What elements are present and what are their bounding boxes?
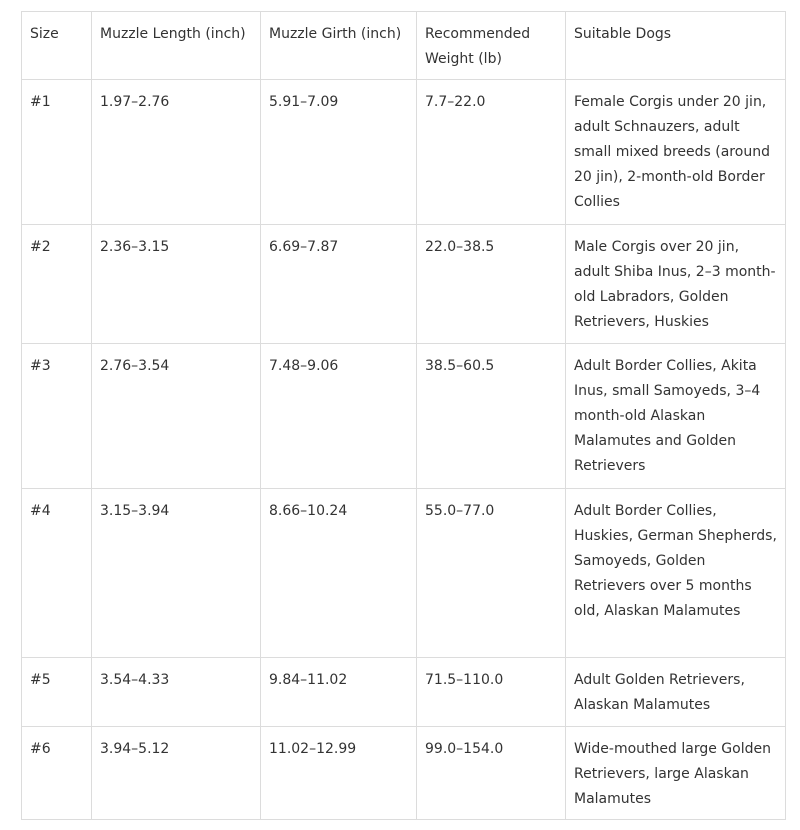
header-suitable-dogs: Suitable Dogs xyxy=(566,12,786,80)
cell-muzzle-girth: 5.91–7.09 xyxy=(261,80,417,225)
cell-suitable-dogs: Female Corgis under 20 jin, adult Schnauzers, adult small mixed breeds (around 20 jin), 2-month-old Border Collies xyxy=(566,80,786,225)
cell-recommended-weight: 22.0–38.5 xyxy=(417,225,566,344)
table-row xyxy=(22,225,786,344)
cell-muzzle-girth: 7.48–9.06 xyxy=(261,344,417,489)
cell-recommended-weight: 38.5–60.5 xyxy=(417,344,566,489)
table-row xyxy=(22,727,786,820)
header-muzzle-length: Muzzle Length (inch) xyxy=(92,12,261,80)
cell-suitable-dogs: Adult Border Collies, Akita Inus, small Samoyeds, 3–4 month-old Alaskan Malamutes and Golden Retrievers xyxy=(566,344,786,489)
cell-recommended-weight: 99.0–154.0 xyxy=(417,727,566,820)
cell-recommended-weight: 71.5–110.0 xyxy=(417,658,566,727)
header-size: Size xyxy=(22,12,92,80)
cell-recommended-weight: 7.7–22.0 xyxy=(417,80,566,225)
cell-muzzle-girth: 8.66–10.24 xyxy=(261,489,417,658)
cell-suitable-dogs: Wide-mouthed large Golden Retrievers, large Alaskan Malamutes xyxy=(566,727,786,820)
table-row xyxy=(22,489,786,658)
cell-size: #2 xyxy=(22,225,92,344)
table-header-row xyxy=(22,12,786,80)
cell-muzzle-length: 2.76–3.54 xyxy=(92,344,261,489)
cell-muzzle-length: 2.36–3.15 xyxy=(92,225,261,344)
cell-size: #3 xyxy=(22,344,92,489)
cell-suitable-dogs: Adult Golden Retrievers, Alaskan Malamutes xyxy=(566,658,786,727)
cell-muzzle-girth: 11.02–12.99 xyxy=(261,727,417,820)
header-muzzle-girth: Muzzle Girth (inch) xyxy=(261,12,417,80)
cell-muzzle-length: 3.94–5.12 xyxy=(92,727,261,820)
cell-muzzle-girth: 6.69–7.87 xyxy=(261,225,417,344)
cell-muzzle-length: 1.97–2.76 xyxy=(92,80,261,225)
cell-size: #5 xyxy=(22,658,92,727)
cell-muzzle-length: 3.54–4.33 xyxy=(92,658,261,727)
cell-recommended-weight: 55.0–77.0 xyxy=(417,489,566,658)
table-row xyxy=(22,80,786,225)
table-row xyxy=(22,344,786,489)
cell-muzzle-length: 3.15–3.94 xyxy=(92,489,261,658)
muzzle-size-table xyxy=(21,11,786,820)
cell-muzzle-girth: 9.84–11.02 xyxy=(261,658,417,727)
size-chart xyxy=(21,11,786,820)
cell-suitable-dogs: Adult Border Collies, Huskies, German Shepherds, Samoyeds, Golden Retrievers over 5 months old, Alaskan Malamutes xyxy=(566,489,786,658)
table-row xyxy=(22,658,786,727)
cell-suitable-dogs: Male Corgis over 20 jin, adult Shiba Inus, 2–3 month-old Labradors, Golden Retrievers, Huskies xyxy=(566,225,786,344)
cell-size: #4 xyxy=(22,489,92,658)
cell-size: #1 xyxy=(22,80,92,225)
header-recommended-weight: Recommended Weight (lb) xyxy=(417,12,566,80)
cell-size: #6 xyxy=(22,727,92,820)
